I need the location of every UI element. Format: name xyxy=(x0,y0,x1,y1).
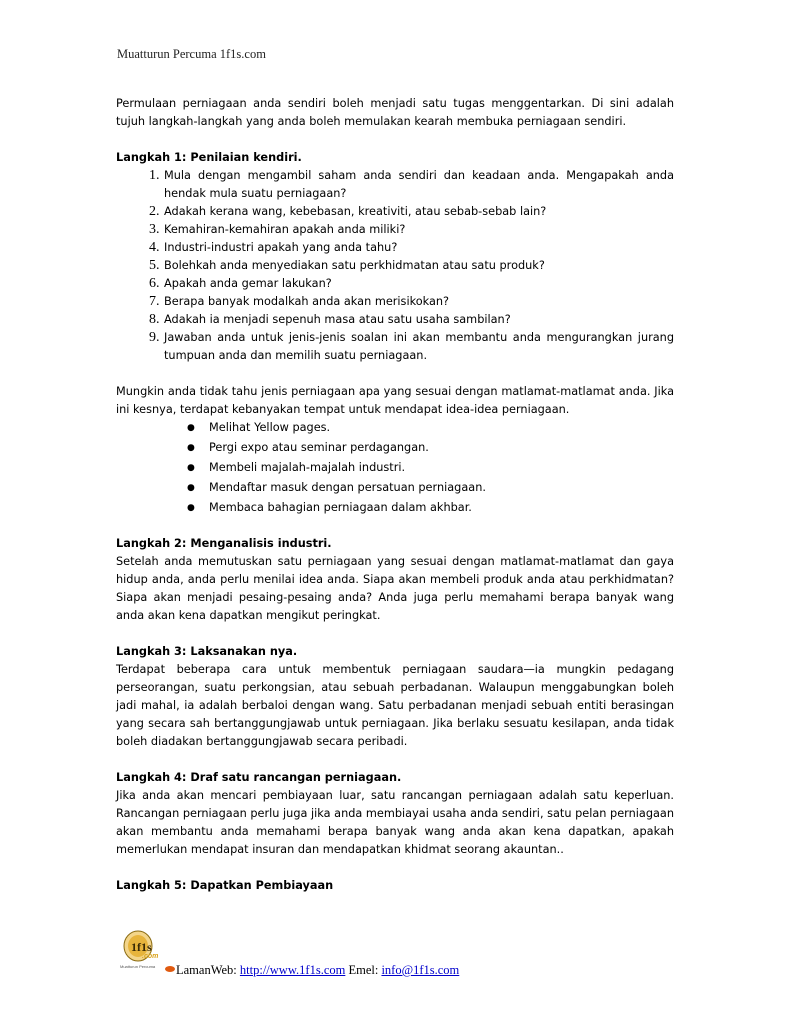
list-item: ● Membaca bahagian perniagaan dalam akhbar. xyxy=(209,499,674,517)
list-item: 4. Industri-industri apakah yang anda tahu? xyxy=(163,239,674,257)
ideas-intro-paragraph: Mungkin anda tidak tahu jenis perniagaan apa yang sesuai dengan matlamat-matlamat anda. Jika ini kesnya, terdapat kebanyakan tempat untuk mendapat idea-idea perniagaan. xyxy=(116,385,674,416)
email-link[interactable]: info@1f1s.com xyxy=(381,963,460,977)
svg-text:Muatturun Percuma: Muatturun Percuma xyxy=(120,964,156,969)
list-item: 8. Adakah ia menjadi sepenuh masa atau satu usaha sambilan? xyxy=(163,311,674,329)
page-footer xyxy=(118,928,678,980)
website-link[interactable]: http://www.1f1s.com xyxy=(239,963,346,977)
list-item: ● Pergi expo atau seminar perdagangan. xyxy=(209,439,674,457)
step4-heading: Langkah 4: Draf satu rancangan perniagaan. xyxy=(116,771,402,784)
list-item: 3. Kemahiran-kemahiran apakah anda miliki? xyxy=(163,221,674,239)
list-item: 6. Apakah anda gemar lakukan? xyxy=(163,275,674,293)
site-logo-icon xyxy=(118,928,176,978)
step4-paragraph: Jika anda akan mencari pembiayaan luar, satu rancangan perniagaan adalah satu keperluan. Rancangan perniagaan perlu juga jika anda membiayai usaha anda sendiri, satu pelan perniagaan akan membantu anda memahami berapa banyak wang anda akan kena dapatkan, apakah memerlukan mendapat insuran dan mendapatkan khidmat seorang akauntan.. xyxy=(116,789,675,856)
document-body xyxy=(116,95,674,895)
svg-text:1f1s: 1f1s xyxy=(131,940,152,954)
intro-paragraph: Permulaan perniagaan anda sendiri boleh menjadi satu tugas menggentarkan. Di sini adalah tujuh langkah-langkah yang anda boleh memulakan kearah membuka perniagaan sendiri. xyxy=(116,97,674,128)
list-item: ● Membeli majalah-majalah industri. xyxy=(209,459,674,477)
step1-heading: Langkah 1: Penilaian kendiri. xyxy=(116,151,302,164)
list-item: 2. Adakah kerana wang, kebebasan, kreativiti, atau sebab-sebab lain? xyxy=(163,203,674,221)
svg-text:.com: .com xyxy=(142,953,159,960)
website-label: LamanWeb: xyxy=(176,963,237,977)
step3-heading: Langkah 3: Laksanakan nya. xyxy=(116,645,298,658)
step5-heading: Langkah 5: Dapatkan Pembiayaan xyxy=(116,879,334,892)
list-item: ● Melihat Yellow pages. xyxy=(209,419,674,437)
self-assessment-questions xyxy=(116,167,674,365)
page-header: Muatturun Percuma 1f1s.com xyxy=(117,47,266,61)
list-item: 1. Mula dengan mengambil saham anda sendiri dan keadaan anda. Mengapakah anda hendak mula suatu perniagaan? xyxy=(163,167,674,203)
email-label: Emel: xyxy=(348,963,379,977)
list-item: 9. Jawaban anda untuk jenis-jenis soalan ini akan membantu anda mengurangkan jurang tumpuan anda dan memilih suatu perniagaan. xyxy=(163,329,674,365)
step3-paragraph: Terdapat beberapa cara untuk membentuk perniagaan saudara—ia mungkin pedagang perseorangan, suatu perkongsian, atau sebuah perbadanan. Walaupun menggabungkan boleh jadi mahal, ia adalah berbaloi dengan wang. Satu perbadanan menjadi sebuah entiti berasingan yang secara sah bertanggungjawab untuk perniagaan. Jika berlaku sesuatu kesilapan, anda tidak boleh diadakan bertanggungjawab secara peribadi. xyxy=(116,663,674,748)
footer-contact-line xyxy=(176,963,459,978)
step2-heading: Langkah 2: Menganalisis industri. xyxy=(116,537,332,550)
list-item: ● Mendaftar masuk dengan persatuan perniagaan. xyxy=(209,479,674,497)
list-item: 7. Berapa banyak modalkah anda akan merisikokan? xyxy=(163,293,674,311)
business-ideas-list xyxy=(116,419,674,517)
list-item: 5. Bolehkah anda menyediakan satu perkhidmatan atau satu produk? xyxy=(163,257,674,275)
step2-paragraph: Setelah anda memutuskan satu perniagaan yang sesuai dengan matlamat-matlamat dan gaya hidup anda, anda perlu menilai idea anda. Siapa akan membeli produk anda atau perkhidmatan? Siapa akan menjadi pesaing-pesaing anda? Anda juga perlu memahami berapa banyak wang anda akan kena dapatkan mengikut peringkat. xyxy=(116,555,674,622)
